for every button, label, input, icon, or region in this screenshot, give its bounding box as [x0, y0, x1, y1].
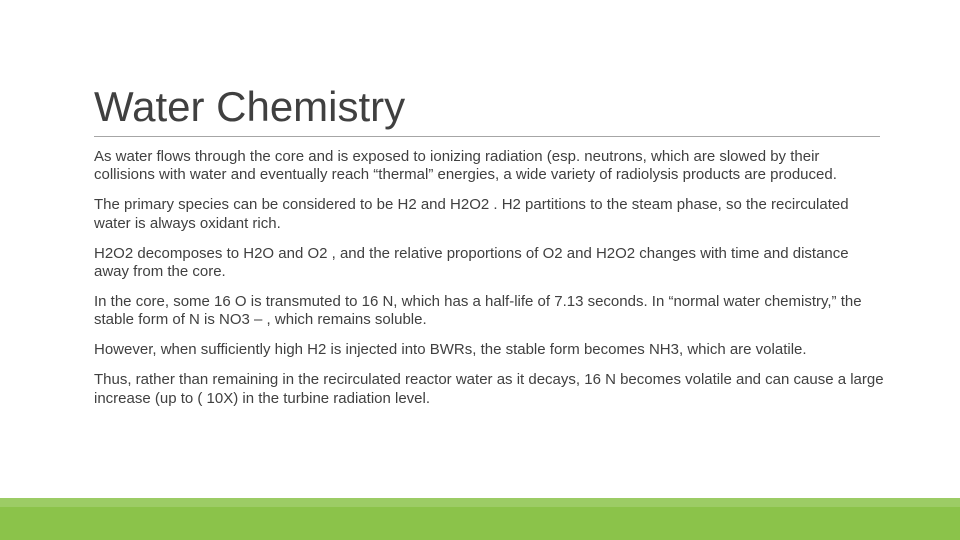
slide-body: [94, 148, 884, 419]
body-paragraph: As water flows through the core and is exposed to ionizing radiation (esp. neutrons, which are slowed by their collisions with water and eventually reach “thermal” energies, a wide variety of radiolysis products are produced.: [94, 148, 837, 184]
slide-title: Water Chemistry: [94, 83, 406, 130]
body-paragraph: H2O2 decomposes to H2O and O2 , and the relative proportions of O2 and H2O2 changes with time and distance away from the core.: [94, 244, 849, 281]
body-paragraph: The primary species can be considered to be H2 and H2O2 . H2 partitions to the steam phase, so the recirculated water is always oxidant rich.: [94, 196, 849, 232]
body-paragraph: Thus, rather than remaining in the recirculated reactor water as it decays, 16 N becomes volatile and can cause a large increase (up to ( 10X) in the turbine radiation level.: [94, 371, 884, 407]
body-paragraph: However, when sufficiently high H2 is injected into BWRs, the stable form becomes NH3, which are volatile.: [94, 341, 807, 359]
body-paragraph: In the core, some 16 O is transmuted to 16 N, which has a half-life of 7.13 seconds. In “normal water chemistry,” the stable form of N is NO3 – , which remains soluble.: [94, 292, 862, 329]
footer-accent-highlight: [0, 498, 960, 507]
title-divider: [94, 136, 880, 137]
